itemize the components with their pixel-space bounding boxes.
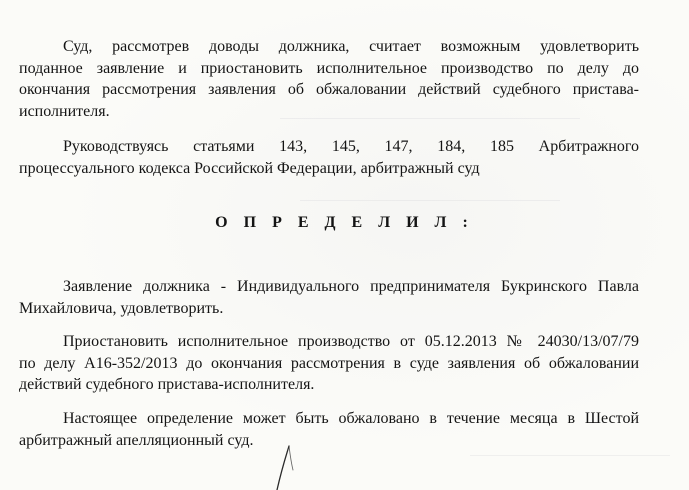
bleed-through-decoration: [470, 455, 670, 466]
bleed-through-decoration: [300, 200, 560, 211]
paragraph-line: Приостановить исполнительное производство от 05.12.2013 № 24030/13/07/79: [63, 333, 639, 350]
paragraph-line: процессуального кодекса Российской Федерации, арбитражный суд: [19, 159, 480, 177]
paragraph-line: поданное заявление и приостановить исполнительное производство по делу до: [19, 59, 639, 77]
paragraph-line: Суд, рассмотрев доводы должника, считает возможным удовлетворить: [63, 38, 639, 55]
paragraph-court-considered: [19, 36, 639, 122]
paragraph-line: Заявление должника - Индивидуального предпринимателя Букринского Павла: [63, 278, 639, 295]
paragraph-line: действий судебного пристава-исполнителя.: [19, 376, 315, 393]
paragraph-line: исполнителя.: [19, 102, 110, 120]
paragraph-line: Руководствуясь статьями 143, 145, 147, 184, 185 Арбитражного: [63, 138, 639, 155]
paragraph-guided-by-articles: [19, 136, 639, 179]
paragraph-suspend-proceedings: [19, 331, 639, 396]
paragraph-application-granted: [19, 276, 639, 319]
paragraph-line: окончания рассмотрения заявления об обжаловании действий судебного пристава-: [19, 81, 639, 98]
paragraph-line: арбитражный апелляционный суд.: [19, 431, 254, 449]
paragraph-line: по делу А16-352/2013 до окончания рассмотрения в суде заявления об обжаловании: [19, 354, 639, 372]
ruling-heading: О П Р Е Д Е Л И Л :: [215, 214, 474, 231]
signature-mark: [255, 440, 315, 490]
paragraph-line: Михайловича, удовлетворить.: [19, 299, 224, 317]
paragraph-line: Настоящее определение может быть обжаловано в течение месяца в Шестой: [63, 410, 639, 427]
paragraph-appeal-notice: [19, 408, 639, 451]
